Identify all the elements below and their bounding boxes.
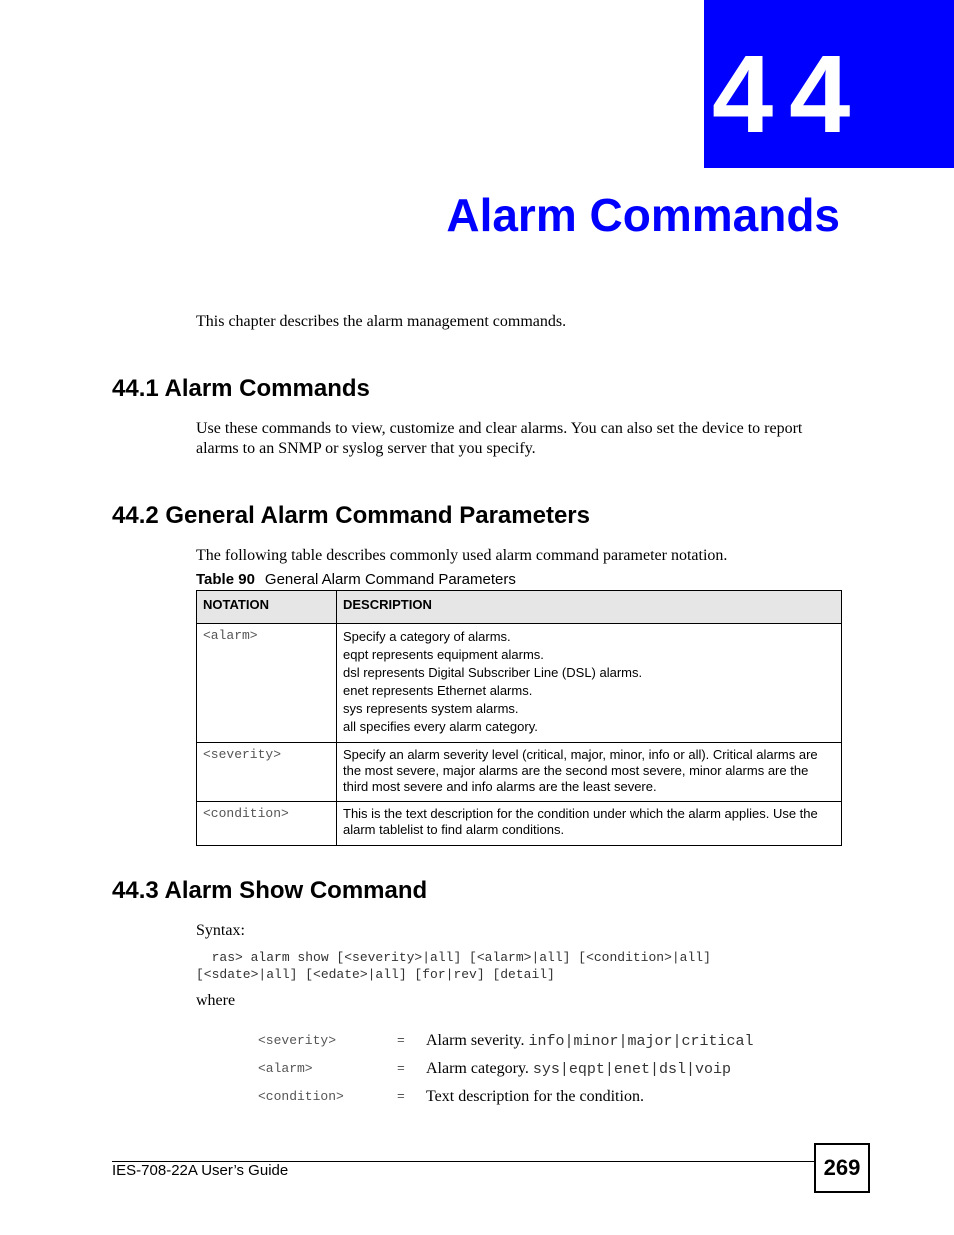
notation-cell: <severity> xyxy=(197,743,337,802)
table-header-row xyxy=(197,591,842,624)
where-label: where xyxy=(196,992,236,1009)
description-line: enet represents Ethernet alarms. xyxy=(343,683,533,698)
where-text: Text description for the condition. xyxy=(426,1088,644,1105)
where-param: <alarm> xyxy=(258,1061,313,1076)
syntax-label: Syntax: xyxy=(196,922,245,939)
syntax-line-2: [<sdate>|all] [<edate>|all] [for|rev] [detail] xyxy=(196,967,555,982)
where-code: sys|eqpt|enet|dsl|voip xyxy=(532,1061,731,1078)
description-line: dsl represents Digital Subscriber Line (DSL) alarms. xyxy=(343,665,643,680)
intro-text: This chapter describes the alarm management commands. xyxy=(196,313,567,330)
header-notation: NOTATION xyxy=(197,591,337,624)
table-caption-title: General Alarm Command Parameters xyxy=(264,571,516,588)
description-line: eqpt represents equipment alarms. xyxy=(343,647,544,662)
where-text: Alarm severity. xyxy=(426,1032,529,1049)
chapter-title: Alarm Commands xyxy=(446,189,840,241)
where-equals: = xyxy=(397,1033,405,1048)
description-line: sys represents system alarms. xyxy=(343,701,519,716)
section-heading-44-3: 44.3 Alarm Show Command xyxy=(112,877,428,904)
where-equals: = xyxy=(397,1089,405,1104)
chapter-number: 44 xyxy=(712,33,867,156)
where-description xyxy=(426,1088,644,1106)
where-equals: = xyxy=(397,1061,405,1076)
description-cell: This is the text description for the condition under which the alarm applies. Use the alarm tablelist to find alarm conditions. xyxy=(337,802,842,846)
where-param: <condition> xyxy=(258,1089,344,1104)
header-description: DESCRIPTION xyxy=(337,591,842,624)
section-heading-44-2: 44.2 General Alarm Command Parameters xyxy=(112,502,590,529)
where-description xyxy=(426,1060,731,1078)
section-text-44-1: Use these commands to view, customize and clear alarms. You can also set the device to report alarms to an SNMP or syslog server that you specify. xyxy=(196,420,803,457)
footer-guide-title: IES-708-22A User’s Guide xyxy=(112,1162,289,1179)
where-code: info|minor|major|critical xyxy=(528,1033,754,1050)
table-row xyxy=(197,624,842,743)
description-line: Specify a category of alarms. xyxy=(343,629,511,644)
syntax-code xyxy=(196,949,711,983)
table-row xyxy=(197,743,842,802)
page-number: 269 xyxy=(814,1143,870,1193)
section-text-44-2: The following table describes commonly used alarm command parameter notation. xyxy=(196,547,728,564)
where-param: <severity> xyxy=(258,1033,337,1048)
where-description xyxy=(426,1032,754,1050)
section-heading-44-1: 44.1 Alarm Commands xyxy=(112,375,370,402)
notation-cell: <alarm> xyxy=(197,624,337,743)
syntax-line-1: ras> alarm show [<severity>|all] [<alarm>|all] [<condition>|all] xyxy=(196,950,711,965)
notation-cell: <condition> xyxy=(197,802,337,846)
parameters-table xyxy=(196,590,842,846)
table-caption-label: Table 90 xyxy=(196,571,255,588)
description-line: all specifies every alarm category. xyxy=(343,719,538,734)
description-cell xyxy=(337,624,842,743)
table-caption xyxy=(196,571,516,588)
table-row xyxy=(197,802,842,846)
where-text: Alarm category. xyxy=(426,1060,533,1077)
description-cell: Specify an alarm severity level (critical, major, minor, info or all). Critical alarms are the most severe, major alarms are the second most severe, minor alarms are the third most severe and info alarms are the least severe. xyxy=(337,743,842,802)
